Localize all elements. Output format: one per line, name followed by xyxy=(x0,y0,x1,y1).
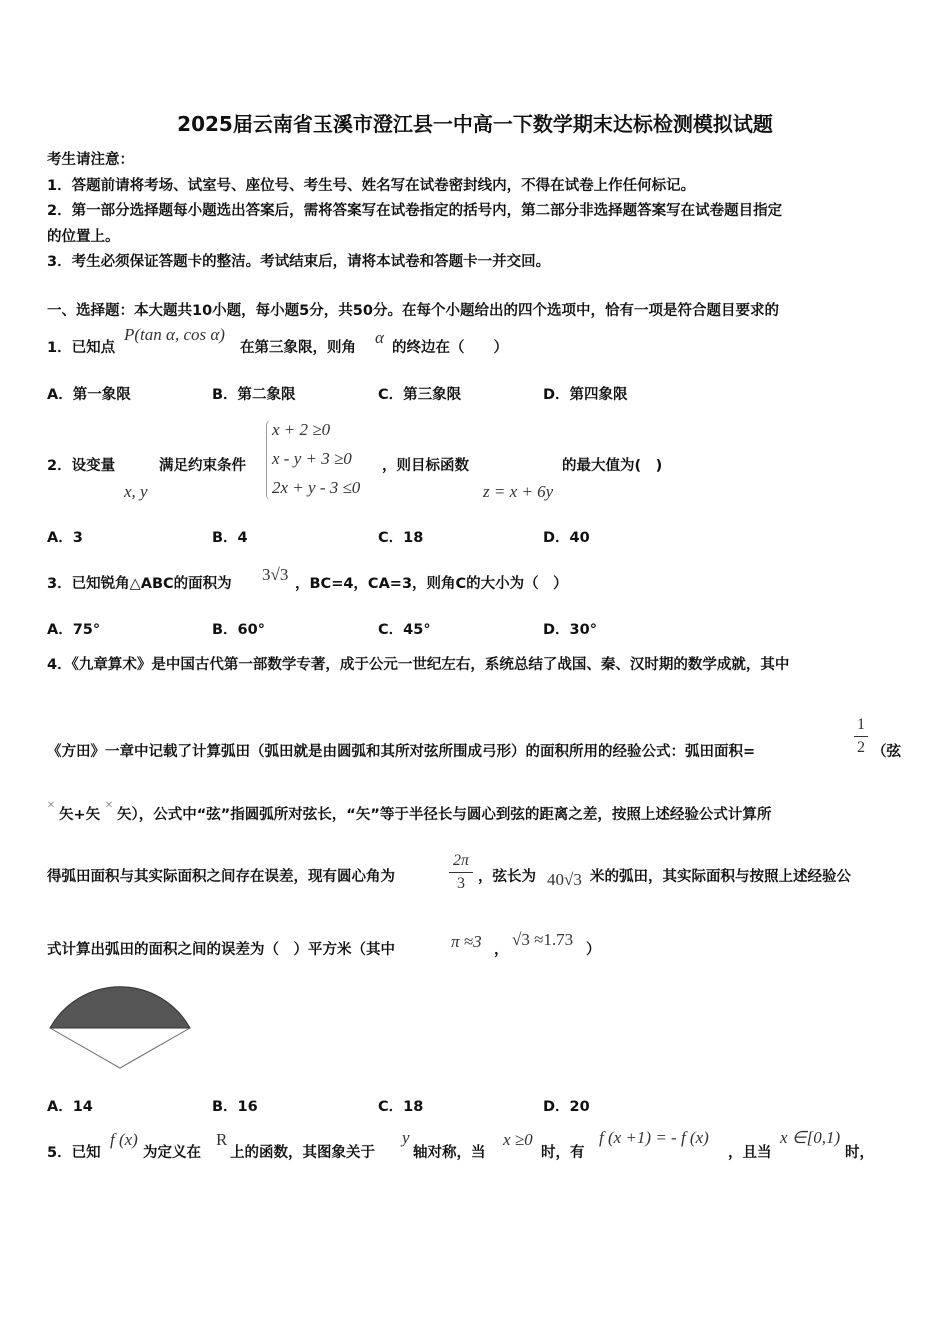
q4-text: 式计算出弧田的面积之间的误差为（ ）平方米（其中 xyxy=(47,942,395,958)
q4-text: ， xyxy=(494,942,509,958)
q2-vars-math: x, y xyxy=(124,482,148,501)
q1-option-d: D．第四象限 xyxy=(543,387,628,403)
equation-math: f (x +1) = - f (x) xyxy=(599,1128,709,1147)
half-fraction xyxy=(854,716,868,757)
cond-math: x ≥0 xyxy=(503,1130,533,1149)
q1-option-b: B．第二象限 xyxy=(212,387,296,403)
q3-text: 3．已知锐角△ABC的面积为 xyxy=(47,576,232,592)
q4-option-c: C．18 xyxy=(378,1099,424,1115)
angle-fraction xyxy=(449,852,473,893)
q5-text: 轴对称，当 xyxy=(413,1145,486,1161)
q4-text: ） xyxy=(586,942,601,958)
q4-text: 矢），公式中“弦”指圆弧所对弦长，“矢”等于半径长与圆心到弦的距离之差，按照上述经验公式计算所 xyxy=(117,807,772,823)
page-title: 2025届云南省玉溪市澄江县一中高一下数学期末达标检测模拟试题 xyxy=(177,112,773,136)
fx-math: f (x) xyxy=(110,1130,138,1149)
system-brace xyxy=(266,420,271,500)
q2-text: 2．设变量 xyxy=(47,458,116,474)
radius-lines xyxy=(50,1028,190,1068)
notice-item: 1．答题前请将考场、试室号、座位号、考生号、姓名写在试卷密封线内，不得在试卷上作任何标记。 xyxy=(47,178,696,194)
q4-text: （弦 xyxy=(872,744,901,760)
q2-option-c: C．18 xyxy=(378,530,424,546)
q2-option-a: A．3 xyxy=(47,530,83,546)
q3-area-math: 3√3 xyxy=(262,565,289,584)
section-heading: 一、选择题：本大题共10小题，每小题5分，共50分。在每个小题给出的四个选项中，恰有一项是符合题目要求的 xyxy=(47,303,779,319)
notice-heading: 考生请注意： xyxy=(47,152,134,168)
q4-option-d: D．20 xyxy=(543,1099,590,1115)
numerator: 2π xyxy=(452,852,469,869)
q3-option-b: B．60° xyxy=(212,622,265,638)
times-sign: × xyxy=(47,798,55,813)
q1-option-c: C．第三象限 xyxy=(378,387,462,403)
q5-text: 上的函数，其图象关于 xyxy=(230,1145,375,1161)
times-sign: × xyxy=(105,798,113,813)
q2-option-d: D．40 xyxy=(543,530,590,546)
q2-text: ，则目标函数 xyxy=(382,458,469,474)
q5-text: 时，有 xyxy=(541,1145,585,1161)
q4-option-a: A．14 xyxy=(47,1099,93,1115)
constraint: x - y + 3 ≥0 xyxy=(272,449,352,468)
q1-alpha-math: α xyxy=(375,328,384,347)
q1-text: 的终边在（ ） xyxy=(392,340,508,356)
q5-text: 5．已知 xyxy=(47,1145,101,1161)
pi-approx-math: π ≈3 xyxy=(451,932,482,951)
q1-text: 1．已知点 xyxy=(47,340,116,356)
q4-text: 4．《九章算术》是中国古代第一部数学专著，成于公元一世纪左右，系统总结了战国、秦、汉时期的数学成就，其中 xyxy=(47,657,790,673)
q5-text: 时， xyxy=(845,1145,874,1161)
notice-item: 3．考生必须保证答题卡的整洁。考试结束后，请将本试卷和答题卡一并交回。 xyxy=(47,254,551,270)
q4-text: ，弦长为 xyxy=(478,869,536,885)
q2-text: 满足约束条件 xyxy=(159,458,246,474)
numerator: 1 xyxy=(857,716,865,733)
y-math: y xyxy=(402,1128,410,1147)
q4-text: 矢+矢 xyxy=(59,807,101,823)
q2-text: 的最大值为( ) xyxy=(562,458,663,474)
denominator: 3 xyxy=(457,875,465,892)
denominator: 2 xyxy=(857,739,865,756)
fraction-bar xyxy=(449,872,473,873)
constraint: x + 2 ≥0 xyxy=(272,420,331,439)
q5-text: 为定义在 xyxy=(143,1145,201,1161)
fraction-bar xyxy=(854,736,868,737)
q2-objective-math: z = x + 6y xyxy=(483,482,554,501)
notice-item: 的位置上。 xyxy=(47,229,120,245)
sqrt3-approx-math: √3 ≈1.73 xyxy=(512,930,574,949)
q4-text: 《方田》一章中记载了计算弧田（弧田就是由圆弧和其所对弦所围成弓形）的面积所用的经验公式：弧田面积= xyxy=(47,744,756,760)
q2-option-b: B．4 xyxy=(212,530,248,546)
notice-item: 2．第一部分选择题每小题选出答案后，需将答案写在试卷指定的括号内，第二部分非选择题答案写在试卷题目指定 xyxy=(47,203,783,219)
q1-option-a: A．第一象限 xyxy=(47,387,131,403)
arc-segment xyxy=(50,987,190,1028)
q4-option-b: B．16 xyxy=(212,1099,258,1115)
constraint: 2x + y - 3 ≤0 xyxy=(272,478,361,497)
chord-math: 40√3 xyxy=(547,870,582,889)
q3-option-a: A．75° xyxy=(47,622,101,638)
q4-text: 得弧田面积与其实际面积之间存在误差，现有圆心角为 xyxy=(47,869,395,885)
range-math: x ∈[0,1) xyxy=(780,1128,841,1147)
q5-text: ，且当 xyxy=(728,1145,772,1161)
q3-option-c: C．45° xyxy=(378,622,431,638)
q3-text: ，BC=4，CA=3，则角C的大小为（ ） xyxy=(295,576,568,592)
q1-point-math: P(tan α, cos α) xyxy=(124,325,225,344)
R-math: R xyxy=(216,1130,228,1149)
q1-text: 在第三象限，则角 xyxy=(240,340,356,356)
q3-option-d: D．30° xyxy=(543,622,597,638)
arc-field-figure xyxy=(45,982,195,1074)
q4-text: 米的弧田，其实际面积与按照上述经验公 xyxy=(590,869,851,885)
